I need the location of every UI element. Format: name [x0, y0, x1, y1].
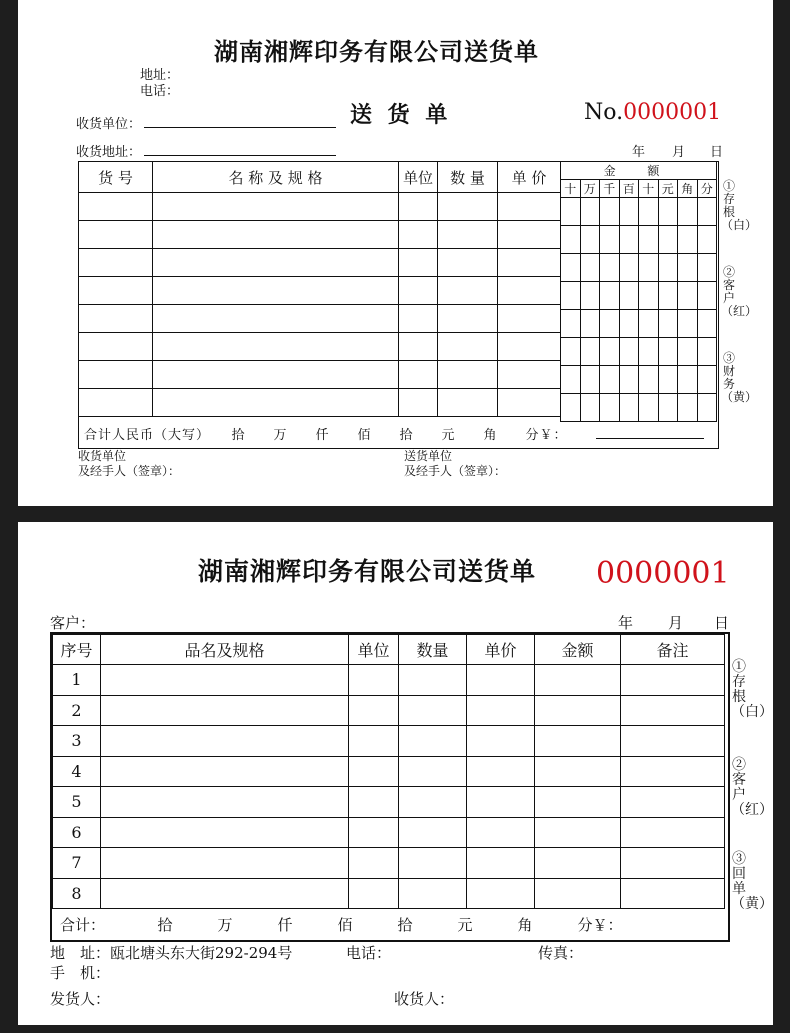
col-name: 品名及规格	[101, 635, 349, 665]
form-title: 湖南湘辉印务有限公司送货单	[214, 38, 539, 66]
copy-label-2: ②客户（红）	[731, 757, 773, 818]
sender-label: 发货人：	[50, 990, 111, 1008]
date-year: 年	[618, 614, 634, 632]
table-row[interactable]	[561, 338, 717, 366]
delivery-form-top	[18, 0, 773, 506]
col-unit: 单位	[399, 162, 438, 193]
mobile-label: 手 机：	[50, 964, 111, 982]
table-row[interactable]	[561, 282, 717, 310]
digit-header: 千	[600, 180, 620, 198]
table-row[interactable]	[561, 310, 717, 338]
date-month: 月	[668, 614, 684, 632]
table-row[interactable]	[561, 394, 717, 422]
date-day: 日	[714, 614, 730, 632]
table-row[interactable]	[79, 389, 561, 417]
row-number: 1	[53, 665, 101, 696]
copy-label-1: ①存根（白）	[721, 179, 758, 232]
amount-table	[560, 161, 717, 422]
table-row[interactable]	[53, 848, 725, 879]
address-label: 地址：	[140, 68, 180, 83]
col-qty: 数 量	[438, 162, 498, 193]
digit-header: 十	[561, 180, 581, 198]
phone-label: 电话：	[140, 84, 180, 99]
col-item-no: 货 号	[79, 162, 153, 193]
digit-header: 万	[580, 180, 600, 198]
digit-header: 分	[697, 180, 717, 198]
table-row[interactable]	[53, 695, 725, 726]
table-row[interactable]	[79, 193, 561, 221]
doc-number: 0000001	[596, 556, 730, 591]
row-number: 6	[53, 817, 101, 848]
col-unit: 单位	[349, 635, 399, 665]
receiver-line[interactable]	[144, 127, 336, 128]
doc-number: No.0000001	[584, 100, 722, 125]
receiver-sign-label: 收货单位 及经手人（签章）：	[78, 449, 181, 478]
table-row[interactable]	[561, 198, 717, 226]
table-row[interactable]	[53, 817, 725, 848]
row-number: 3	[53, 726, 101, 757]
table-row[interactable]	[79, 249, 561, 277]
table-row[interactable]	[79, 333, 561, 361]
copy-label-1: ①存根（白）	[731, 659, 773, 720]
digit-header: 元	[658, 180, 678, 198]
table-row[interactable]	[561, 226, 717, 254]
table-row[interactable]	[79, 305, 561, 333]
total-amount-field[interactable]	[596, 438, 704, 439]
col-seq: 序号	[53, 635, 101, 665]
row-number: 5	[53, 787, 101, 818]
row-number: 8	[53, 878, 101, 909]
phone-label: 电话：	[346, 944, 392, 962]
customer-label: 客户：	[50, 614, 96, 632]
copy-label-2: ②客户（红）	[721, 265, 758, 318]
col-name: 名 称 及 规 格	[153, 162, 399, 193]
col-amount: 金 额	[561, 162, 717, 180]
receiver-label: 收货单位：	[76, 117, 142, 132]
total-amount-line: 合计： 拾 万 仟 佰 拾 元 角 分￥：	[60, 916, 623, 934]
digit-header: 百	[619, 180, 639, 198]
copy-label-3: ③回单（黄）	[731, 851, 773, 912]
date-month: 月	[672, 145, 686, 160]
date-year: 年	[632, 145, 646, 160]
table-row[interactable]	[561, 366, 717, 394]
col-amount: 金额	[535, 635, 621, 665]
items-table	[78, 161, 561, 417]
table-row[interactable]	[53, 878, 725, 909]
delivery-form-bottom	[18, 522, 773, 1025]
table-row[interactable]	[79, 361, 561, 389]
doc-type: 送 货 单	[350, 102, 452, 128]
row-number: 2	[53, 695, 101, 726]
col-price: 单 价	[498, 162, 561, 193]
digit-header: 十	[639, 180, 659, 198]
fax-label: 传真：	[538, 944, 584, 962]
table-row[interactable]	[79, 221, 561, 249]
row-number: 7	[53, 848, 101, 879]
receiver-address-label: 收货地址：	[76, 145, 142, 160]
table-row[interactable]	[561, 254, 717, 282]
receiver-address-line[interactable]	[144, 155, 336, 156]
table-row[interactable]	[53, 726, 725, 757]
form-title: 湖南湘辉印务有限公司送货单	[198, 557, 537, 586]
digit-header: 角	[678, 180, 698, 198]
date-day: 日	[710, 145, 724, 160]
col-note: 备注	[621, 635, 725, 665]
table-row[interactable]	[53, 665, 725, 696]
row-number: 4	[53, 756, 101, 787]
receiver-label: 收货人：	[394, 990, 455, 1008]
total-amount-line: 合计人民币（大写） 拾 万 仟 佰 拾 元 角 分￥：	[84, 428, 568, 443]
address-line: 地 址：瓯北塘头东大街292-294号	[50, 944, 293, 962]
copy-label-3: ③财务（黄）	[721, 351, 758, 404]
col-qty: 数量	[399, 635, 467, 665]
table-row[interactable]	[79, 277, 561, 305]
sender-sign-label: 送货单位 及经手人（签章）：	[404, 449, 507, 478]
table-row[interactable]	[53, 787, 725, 818]
table-row[interactable]	[53, 756, 725, 787]
col-price: 单价	[467, 635, 535, 665]
items-table	[52, 634, 725, 909]
